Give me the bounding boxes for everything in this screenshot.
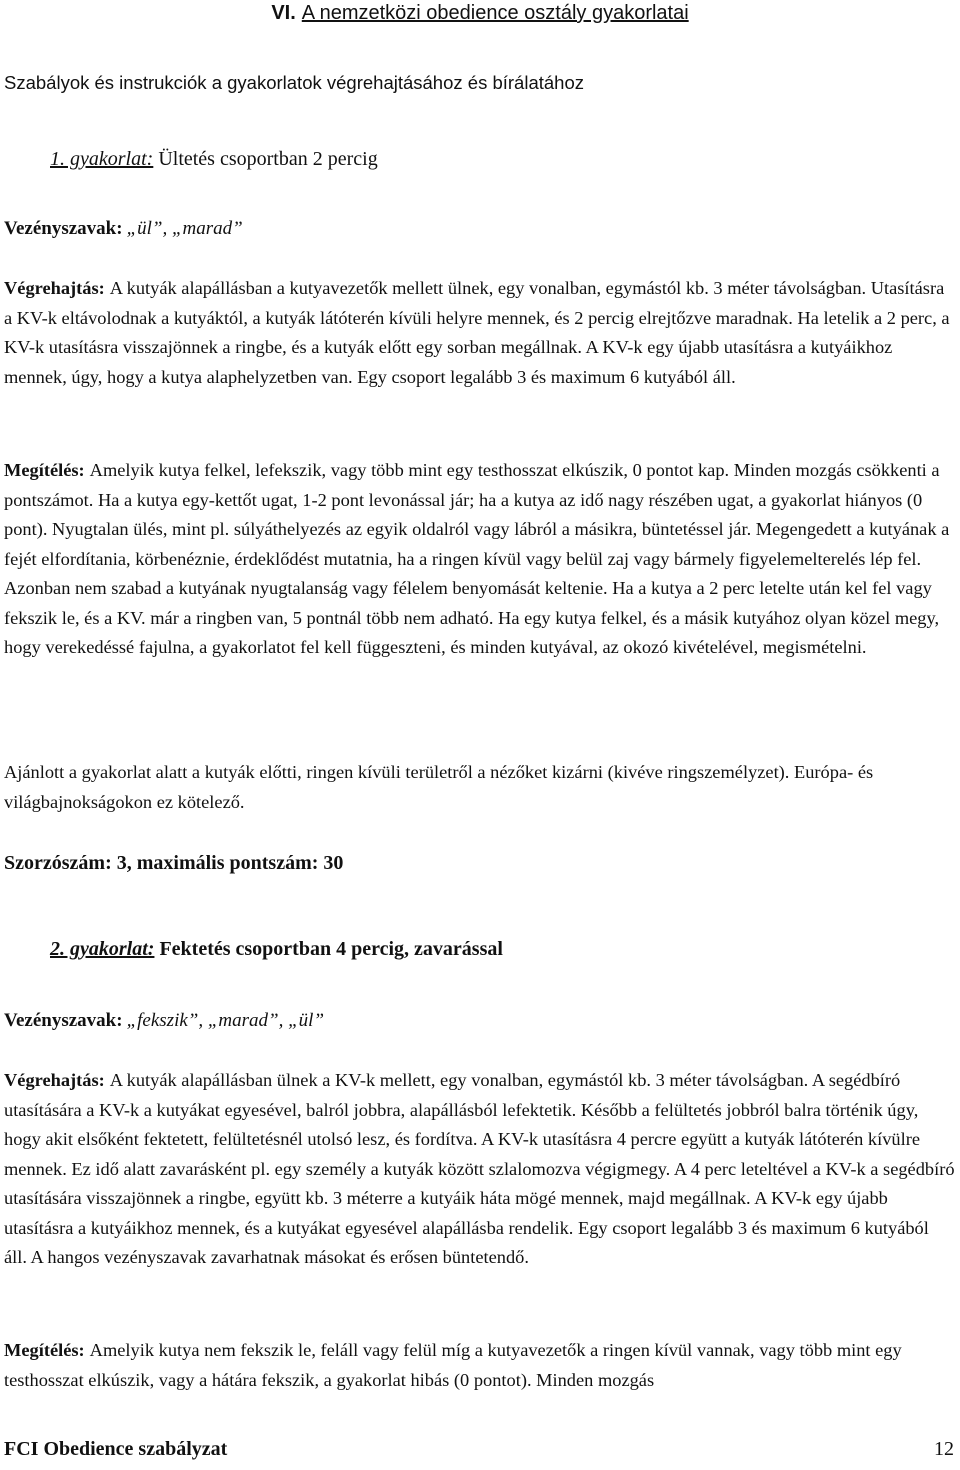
execution-label: Végrehajtás: [4, 1070, 105, 1090]
judging-label: Megítélés: [4, 1340, 85, 1360]
intro-text: Szabályok és instrukciók a gyakorlatok végrehajtásához és bírálatához [4, 72, 584, 93]
commands-label: Vezényszavak: [4, 218, 123, 239]
page-number: 12 [934, 1438, 954, 1460]
exercise-1-judging [4, 456, 956, 663]
chapter-number: VI. [271, 2, 296, 24]
exercise-2-judging [4, 1336, 956, 1395]
exercise-1-title [50, 148, 378, 171]
exercise-1-multiplier: Szorzószám: 3, maximális pontszám: 30 [4, 852, 344, 874]
execution-label: Végrehajtás: [4, 278, 105, 298]
commands-value: „fekszik”, „marad”, „ül” [126, 1010, 325, 1031]
judging-text: Amelyik kutya felkel, lefekszik, vagy több mint egy testhosszat elkúszik, 0 pontot kap. Minden mozgás csökkenti a pontszámot. Ha a kutya egy-kettőt ugat, 1-2 pont levonással jár; ha a kutya az idő nagy részében ugat, a gyakorlat hiányos (0 pont). Nyugtalan ülés, mint pl. súlyáthelyezés az egyik oldalról vagy lábról a másikra, büntetéssel jár. Megengedett a kutyának a fejét elfordítania, körbenéznie, érdeklődést mutatnia, ha a ringen kívül vagy belül zaj vagy bármely figyelemelterelés lép fel. Azonban nem szabad a kutyának nyugtalanság vagy félelem benyomását keltenie. Ha a kutya a 2 perc letelte után kel fel vagy fekszik le, és a KV. már a ringben van, 5 pontnál több nem adható. Ha egy kutya felkel, és a másik kutyához olyan közel megy, hogy verekedéssé fajulna, a gyakorlatot fel kell függeszteni, és minden kutyával, az okozó kivételével, megismételni. [4, 460, 950, 657]
exercise-2-commands [4, 1010, 324, 1032]
execution-text: A kutyák alapállásban a kutyavezetők mellett ülnek, egy vonalban, egymástól kb. 3 méter távolságban. Utasításra a KV-k eltávolodnak a kutyáktól, a kutyák látóterén kívüli helyre mennek, és 2 percig elrejtőzve maradnak. Ha letelik a 2 perc, a KV-k utasításra visszajönnek a ringbe, és a kutyák előtt egy sorban megállnak. A KV-k egy újabb utasításra a kutyáikhoz mennek, úgy, hogy a kutya alaphelyzetben van. Egy csoport legalább 3 és maximum 6 kutyából áll. [4, 278, 950, 387]
exercise-1-note: Ajánlott a gyakorlat alatt a kutyák előtti, ringen kívüli területről a nézőket kizárni (kivéve ringszemélyzet). Európa- és világbajnokságokon ez kötelező. [4, 762, 874, 812]
chapter-title [0, 2, 960, 25]
judging-label: Megítélés: [4, 460, 85, 480]
execution-text: A kutyák alapállásban ülnek a KV-k mellett, egy vonalban, egymástól kb. 3 méter távolságban. A segédbíró utasítására a KV-k a kutyákat egyesével, balról jobbra, alapállásból lefektetik. Később a felültetés jobbról balra történik úgy, hogy akit elsőként fektetett, felültetésnél utolsó lesz, és fordítva. A KV-k utasításra 4 percre együtt a kutyák látóterén kívülre mennek. Ez idő alatt zavarásként pl. egy személy a kutyák között szlalomozva végigmegy. A 4 perc leteltével a KV-k a segédbíró utasítására visszajönnek a ringbe, együtt kb. 3 méterre a kutyáik háta mögé mennek, majd megállnak. A KV-k egy újabb utasításra a kutyáikhoz mennek, és a kutyákat egyesével alapállásba rendelik. Egy csoport legalább 3 és maximum 6 kutyából áll. A hangos vezényszavak zavarhatnak másokat és erősen büntetendő. [4, 1070, 955, 1267]
commands-label: Vezényszavak: [4, 1010, 123, 1031]
judging-text: Amelyik kutya nem fekszik le, feláll vagy felül míg a kutyavezetők a ringen kívül vannak, vagy több mint egy testhosszat elkúszik, vagy a hátára fekszik, a gyakorlat hibás (0 pontot). Minden mozgás [4, 1340, 902, 1390]
footer-label: FCI Obedience szabályzat [4, 1438, 228, 1460]
exercise-2-label: 2. gyakorlat: [50, 938, 155, 960]
exercise-1-execution [4, 274, 956, 392]
exercise-1-commands [4, 218, 243, 240]
exercise-2-execution [4, 1066, 956, 1273]
exercise-2-title-text: Fektetés csoportban 4 percig, zavarással [159, 938, 503, 960]
chapter-title-text: A nemzetközi obedience osztály gyakorlatai [301, 2, 689, 24]
exercise-1-label: 1. gyakorlat: [50, 148, 154, 170]
exercise-1-title-text: Ültetés csoportban 2 percig [158, 148, 378, 170]
commands-value: „ül”, „marad” [126, 218, 243, 239]
exercise-2-title [50, 938, 503, 961]
